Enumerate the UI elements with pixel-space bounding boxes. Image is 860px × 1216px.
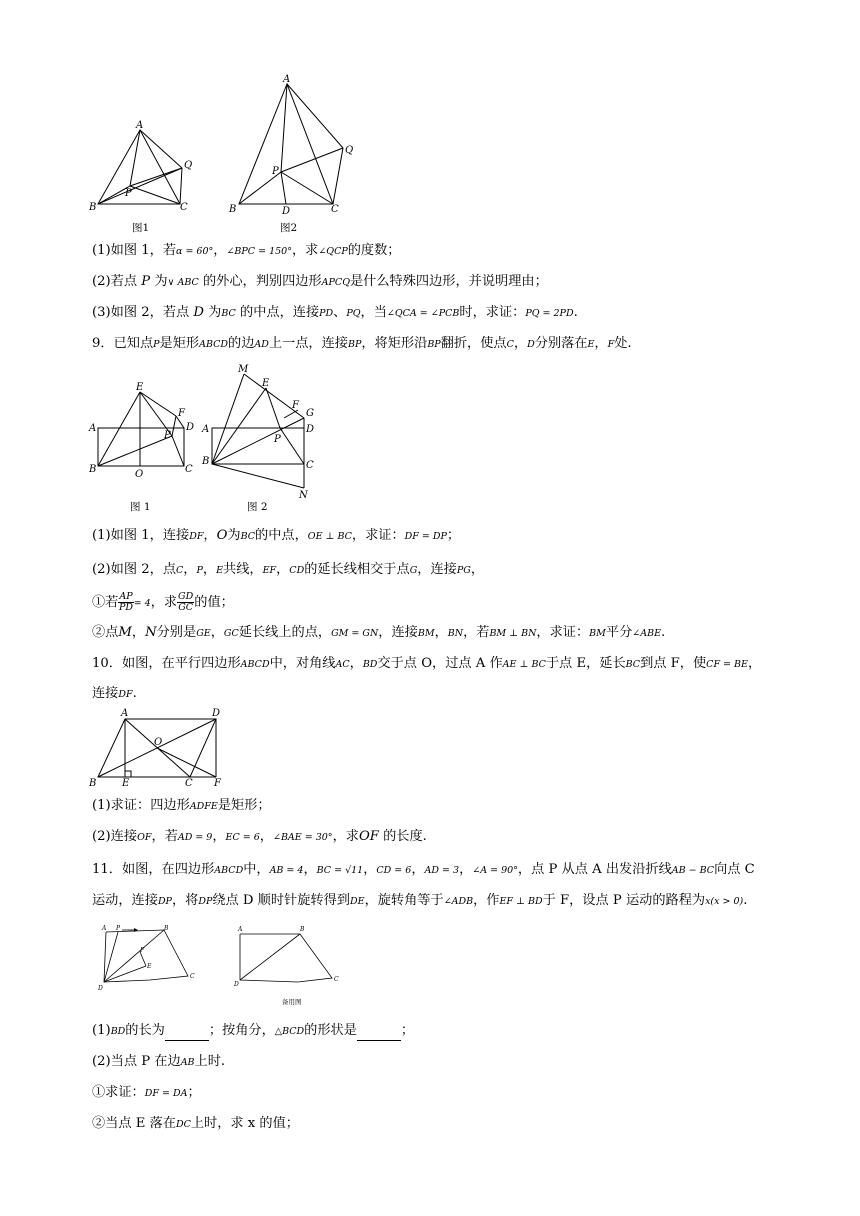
- label-B: B: [89, 464, 97, 475]
- label-G: G: [306, 408, 314, 419]
- label-B: B: [202, 456, 210, 467]
- label-A: A: [283, 74, 291, 85]
- answer-blank[interactable]: [357, 1028, 401, 1041]
- label-C: C: [180, 202, 188, 213]
- q9-part2a: ①若 $\frac{AP}{PD}$ = 4，求 $\frac{GD}{GC}$ 的值；: [92, 591, 234, 613]
- q11-part1: (1)BD的长为 ；按角分，△BCD的形状是 ；: [92, 1022, 414, 1041]
- label-C: C: [190, 973, 195, 980]
- label-P: P: [164, 430, 171, 441]
- label-B: B: [300, 926, 305, 933]
- label-B: B: [89, 778, 97, 789]
- label-P: P: [125, 188, 132, 199]
- q11-figure-1: [92, 922, 204, 992]
- label-O: O: [135, 469, 144, 480]
- q11-part2: (2)当点 P 在边AB上时.: [92, 1054, 226, 1069]
- label-C: C: [306, 460, 314, 471]
- label-Q: Q: [184, 160, 193, 171]
- label-F: F: [178, 408, 185, 419]
- label-D: D: [306, 424, 315, 435]
- label-E: E: [147, 963, 152, 970]
- label-E: E: [122, 778, 130, 789]
- label-A: A: [136, 120, 144, 131]
- label-E: E: [262, 378, 270, 389]
- q10-stem-line1: 10．如图，在平行四边形ABCD中，对角线AC，BD交于点 O，过点 A 作AE ⊥ BC于点 E，延长BC到点 F，使CF = BE，: [92, 656, 762, 671]
- label-A: A: [121, 708, 129, 719]
- q10-stem-line2: 连接DF.: [92, 686, 137, 701]
- figure-caption: 图1: [132, 222, 150, 234]
- label-F: F: [140, 947, 145, 954]
- label-B: B: [89, 202, 97, 213]
- label-D: D: [282, 206, 291, 217]
- label-P: P: [272, 166, 279, 177]
- q10-part2: (2)连接OF，若AD = 9，EC = 6，∠BAE = 30°，求OF 的长度.: [92, 829, 427, 844]
- q9-part2b: ②点M，N分别是GE，GC延长线上的点，GM = GN，连接BM，BN，若BM ⊥ BN，求证：BM平分∠ABE.: [92, 625, 666, 640]
- figure-caption: 图 1: [130, 501, 151, 513]
- q10-figure: [88, 705, 238, 789]
- figure-caption: 备用图: [282, 998, 302, 1006]
- label-A: A: [89, 423, 97, 434]
- label-O: O: [154, 737, 163, 748]
- label-C: C: [331, 204, 339, 215]
- label-A: A: [238, 926, 243, 933]
- label-M: M: [238, 364, 249, 375]
- label-C: C: [185, 778, 193, 789]
- label-D: D: [212, 708, 221, 719]
- label-B: B: [229, 204, 237, 215]
- label-D: D: [234, 981, 239, 988]
- label-D: D: [98, 985, 103, 992]
- answer-blank[interactable]: [165, 1028, 209, 1041]
- q9-part2: (2)如图 2，点C，P，E共线，EF，CD的延长线相交于点G，连接PG，: [92, 562, 485, 577]
- label-F: F: [214, 778, 221, 789]
- q11-figure-2: [230, 922, 350, 1010]
- label-F: F: [292, 400, 299, 411]
- label-P: P: [116, 925, 121, 932]
- figure-caption: 图 2: [247, 501, 268, 513]
- q10-part1: (1)求证：四边形ADFE是矩形；: [92, 798, 271, 813]
- label-A: A: [202, 424, 210, 435]
- label-P: P: [274, 434, 281, 445]
- q11-part2b: ②当点 E 落在DC上时，求 x 的值；: [92, 1116, 299, 1131]
- label-A: A: [102, 925, 107, 932]
- label-D: D: [186, 422, 195, 433]
- q8-figure-2: [225, 72, 360, 218]
- q9-figure-1: [88, 380, 200, 480]
- q11-stem-line1: 11．如图，在四边形ABCD中，AB = 4，BC = √11，CD = 6，AD = 3，∠A = 90°，点 P 从点 A 出发沿折线AB − BC向点 C: [92, 862, 755, 877]
- q9-figure-2: [200, 360, 325, 498]
- label-E: E: [136, 382, 144, 393]
- label-N: N: [299, 490, 308, 498]
- q9-stem: 9．已知点P是矩形ABCD的边AD上一点，连接BP，将矩形沿BP翻折，使点C，D分别落在E，F处.: [92, 336, 632, 351]
- q8-part3: (3)如图 2，若点 D 为BC 的中点，连接PD、PQ，当∠QCA = ∠PCB时，求证：PQ = 2PD.: [92, 305, 578, 320]
- label-C: C: [185, 464, 193, 475]
- label-Q: Q: [345, 145, 354, 156]
- label-B: B: [164, 925, 169, 932]
- q8-part2: (2)若点 P 为∨ ABC 的外心，判别四边形APCQ是什么特殊四边形，并说明理由；: [92, 274, 548, 289]
- q8-figure-1: [88, 118, 208, 218]
- label-C: C: [334, 976, 339, 983]
- q9-part1: (1)如图 1，连接DF，O为BC的中点，OE ⊥ BC，求证：DF = DP；: [92, 528, 461, 543]
- figure-caption: 图2: [280, 222, 298, 234]
- q11-part2a: ①求证：DF = DA；: [92, 1085, 201, 1100]
- q8-part1: (1)如图 1，若α = 60°，∠BPC = 150°，求∠QCP的度数；: [92, 243, 401, 258]
- q11-stem-line2: 运动，连接DP，将DP绕点 D 顺时针旋转得到DE，旋转角等于∠ADB，作EF ⊥ BD于 F，设点 P 运动的路程为x(x > 0).: [92, 893, 748, 908]
